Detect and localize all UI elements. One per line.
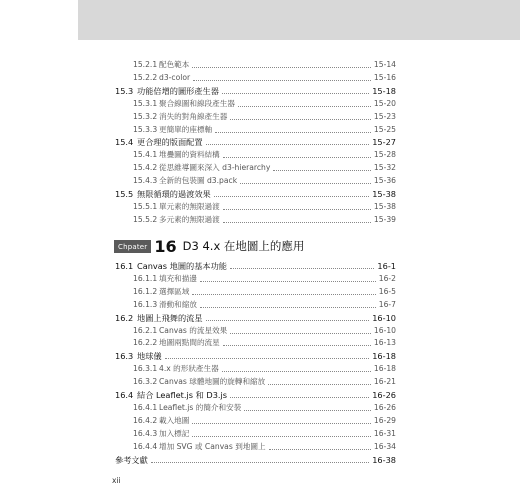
toc-row-title: 全新的包裝圖 d3.pack [159, 176, 238, 186]
toc-row-title: 更合理的版面配置 [137, 137, 203, 148]
toc-row-number: 15.3 [115, 85, 134, 96]
toc-row-title: 多元素的無限過渡 [159, 214, 220, 224]
toc-row-number: 15.4.3 [133, 176, 158, 186]
toc-leader-dots [244, 409, 371, 411]
toc-row-page: 16-10 [373, 325, 396, 335]
toc-row-page: 15-14 [373, 60, 396, 69]
toc-leader-dots [165, 357, 370, 359]
toc-leader-dots [223, 208, 371, 210]
toc-row-title: 填充和描邊 [159, 273, 197, 283]
toc-row-title: 載入地圖 [159, 415, 190, 425]
toc-row-page: 16-38 [372, 454, 396, 465]
toc-row-title: 無限循環的過渡效果 [137, 189, 211, 199]
toc-row [133, 377, 396, 387]
toc-row-title: Canvas 球體地圖的旋轉和縮放 [159, 377, 266, 387]
toc-leader-dots [192, 293, 375, 295]
toc-row-page: 15-38 [372, 189, 396, 199]
toc-leader-dots [222, 92, 369, 94]
toc-row-number: 15.3.1 [133, 98, 158, 108]
chapter-heading [114, 236, 304, 256]
toc-row-title: 結合 Leaflet.js 和 D3.js [137, 390, 228, 400]
toc-row [133, 416, 396, 426]
toc-row-number: 15.5.2 [133, 214, 158, 224]
toc-row-title: 地球儀 [137, 351, 162, 362]
toc-row-title: 參考文獻 [115, 454, 148, 465]
toc-row [133, 442, 396, 452]
toc-row [133, 300, 396, 310]
toc-row [115, 455, 396, 465]
toc-row [133, 338, 396, 348]
toc-row-number: 16.3.1 [133, 364, 158, 374]
toc-leader-dots [268, 383, 371, 385]
toc-leader-dots [206, 143, 370, 145]
toc-row [115, 261, 396, 271]
toc-row-page: 16-26 [372, 390, 396, 400]
toc-row [133, 125, 396, 135]
toc-row-title: 增加 SVG 或 Canvas 到地圖上 [159, 441, 266, 451]
toc-row-page: 15-32 [373, 163, 396, 173]
toc-row-number: 15.4.1 [133, 150, 158, 160]
toc-row [115, 189, 396, 199]
toc-row [133, 176, 396, 186]
toc-leader-dots [230, 396, 369, 398]
toc-row-page: 15-16 [373, 72, 396, 82]
toc-row-number: 16.4.3 [133, 428, 158, 438]
chapter-badge: Chpater [114, 240, 151, 253]
toc-row [133, 163, 396, 173]
toc-row-page: 16-7 [378, 299, 396, 309]
toc-leader-dots [269, 448, 371, 450]
toc-leader-dots [151, 461, 369, 463]
toc-row-title: 滑動和縮放 [159, 299, 197, 309]
toc-row-page: 16-21 [373, 377, 396, 387]
toc-row-number: 16.1.1 [133, 273, 158, 283]
toc-row-page: 16-29 [373, 415, 396, 425]
toc-row-page: 16-10 [372, 312, 396, 323]
toc-row-title: Canvas 的流星效果 [159, 325, 228, 335]
toc-row-number: 15.4.2 [133, 163, 158, 173]
toc-row [133, 364, 396, 374]
toc-row-page: 16-34 [373, 441, 396, 451]
toc-row [115, 313, 396, 323]
toc-row-title: 功能倍增的圖形產生器 [137, 85, 219, 96]
toc-row-number: 16.3 [115, 351, 134, 362]
toc-leader-dots [192, 66, 371, 68]
toc-leader-dots [192, 422, 371, 424]
toc-row [115, 86, 396, 96]
toc-row-title: 地圖上飛舞的流星 [137, 312, 203, 323]
toc-row-title: Leaflet.js 的簡介和安裝 [159, 402, 242, 412]
toc-row-page: 16-26 [373, 402, 396, 412]
toc-row-number: 15.4 [115, 137, 134, 148]
toc-row-title: 堆疊圖的資料結構 [159, 150, 220, 160]
toc-row-title: 從思維導圖來深入 d3-hierarchy [159, 163, 271, 173]
toc-row [133, 150, 396, 160]
toc-row-number: 16.4.4 [133, 441, 158, 451]
toc-row-page: 16-18 [373, 364, 396, 374]
toc-row-title: 單元素的無限過渡 [159, 201, 220, 211]
toc-row-title: 更簡單的座標軸 [159, 124, 213, 134]
toc-row-number: 15.3.3 [133, 124, 158, 134]
toc-row-page: 15-20 [373, 98, 396, 108]
toc-row [115, 137, 396, 147]
toc-row [133, 60, 396, 70]
toc-row-number: 16.4 [115, 390, 134, 400]
toc-row-page: 16-2 [378, 273, 396, 283]
toc-row [133, 99, 396, 109]
toc-row-number: 16.2 [115, 312, 134, 323]
toc-row-title: 地圖兩點間的流星 [159, 338, 220, 348]
toc-leader-dots [223, 344, 371, 346]
toc-row-title: 配色範本 [159, 60, 190, 69]
toc-row-number: 16.1.2 [133, 286, 158, 296]
toc-leader-dots [238, 105, 371, 107]
toc-leader-dots [223, 221, 371, 223]
toc-row-title: 聚合線圖和線段產生器 [159, 98, 235, 108]
toc-row-page: 15-18 [372, 85, 396, 96]
toc-leader-dots [230, 118, 371, 120]
toc-row-number: 16.3.2 [133, 377, 158, 387]
toc-row-number: 16.2.2 [133, 338, 158, 348]
toc-row-number: 15.2.1 [133, 60, 158, 69]
toc-row-number: 15.2.2 [133, 72, 158, 82]
toc-leader-dots [192, 435, 371, 437]
toc-row-page: 16-5 [378, 286, 396, 296]
toc-leader-dots [214, 195, 370, 197]
toc-row-number: 16.1 [115, 261, 134, 271]
toc-row-number: 15.5 [115, 189, 134, 199]
toc-leader-dots [200, 280, 376, 282]
chapter-title: D3 4.x 在地圖上的應用 [182, 239, 305, 253]
toc-row-title: 消失的對角線產生器 [159, 111, 228, 121]
toc-leader-dots [206, 319, 370, 321]
toc-row-page: 16-1 [377, 261, 396, 271]
chapter-number: 16 [154, 236, 177, 256]
toc-leader-dots [193, 79, 371, 81]
toc-row-page: 16-13 [373, 338, 396, 348]
toc-leader-dots [200, 306, 376, 308]
toc-leader-dots [215, 131, 371, 133]
toc-leader-dots [230, 332, 371, 334]
toc-row-number: 16.1.3 [133, 299, 158, 309]
toc-row-page: 15-23 [373, 111, 396, 121]
toc-row-title: 選擇區域 [159, 286, 190, 296]
toc-row-page: 15-27 [372, 137, 396, 148]
toc-leader-dots [240, 182, 371, 184]
toc-row-page: 16-31 [373, 428, 396, 438]
toc-row-number: 16.4.2 [133, 415, 158, 425]
toc-leader-dots [222, 370, 371, 372]
toc-row-title: 4.x 的形狀產生器 [159, 364, 219, 374]
toc-row-page: 15-38 [373, 201, 396, 211]
toc-row-title: d3-color [159, 72, 191, 82]
toc-row [133, 287, 396, 297]
toc-row [133, 326, 396, 336]
toc-row-page: 15-39 [373, 214, 396, 224]
toc-row-page: 15-36 [373, 176, 396, 186]
toc-leader-dots [223, 156, 371, 158]
toc-row [133, 112, 396, 122]
toc-row-number: 16.4.1 [133, 402, 158, 412]
toc-leader-dots [230, 267, 374, 269]
toc-row-title: 加入標記 [159, 428, 190, 438]
toc-row-page: 16-18 [372, 351, 396, 362]
toc-row [115, 390, 396, 400]
toc-row [115, 351, 396, 361]
toc-row-number: 15.5.1 [133, 201, 158, 211]
toc-row [133, 274, 396, 284]
toc-row-title: Canvas 地圖的基本功能 [137, 261, 227, 271]
toc-row [133, 429, 396, 439]
page-number: xii [112, 476, 121, 485]
toc-row-number: 15.3.2 [133, 111, 158, 121]
toc-leader-dots [273, 169, 371, 171]
toc-row [133, 73, 396, 83]
toc-row-number: 16.2.1 [133, 325, 158, 335]
toc-row [133, 215, 396, 225]
toc-row-page: 15-25 [373, 124, 396, 134]
toc-row [133, 403, 396, 413]
toc-row [133, 202, 396, 212]
toc-row-page: 15-28 [373, 150, 396, 160]
